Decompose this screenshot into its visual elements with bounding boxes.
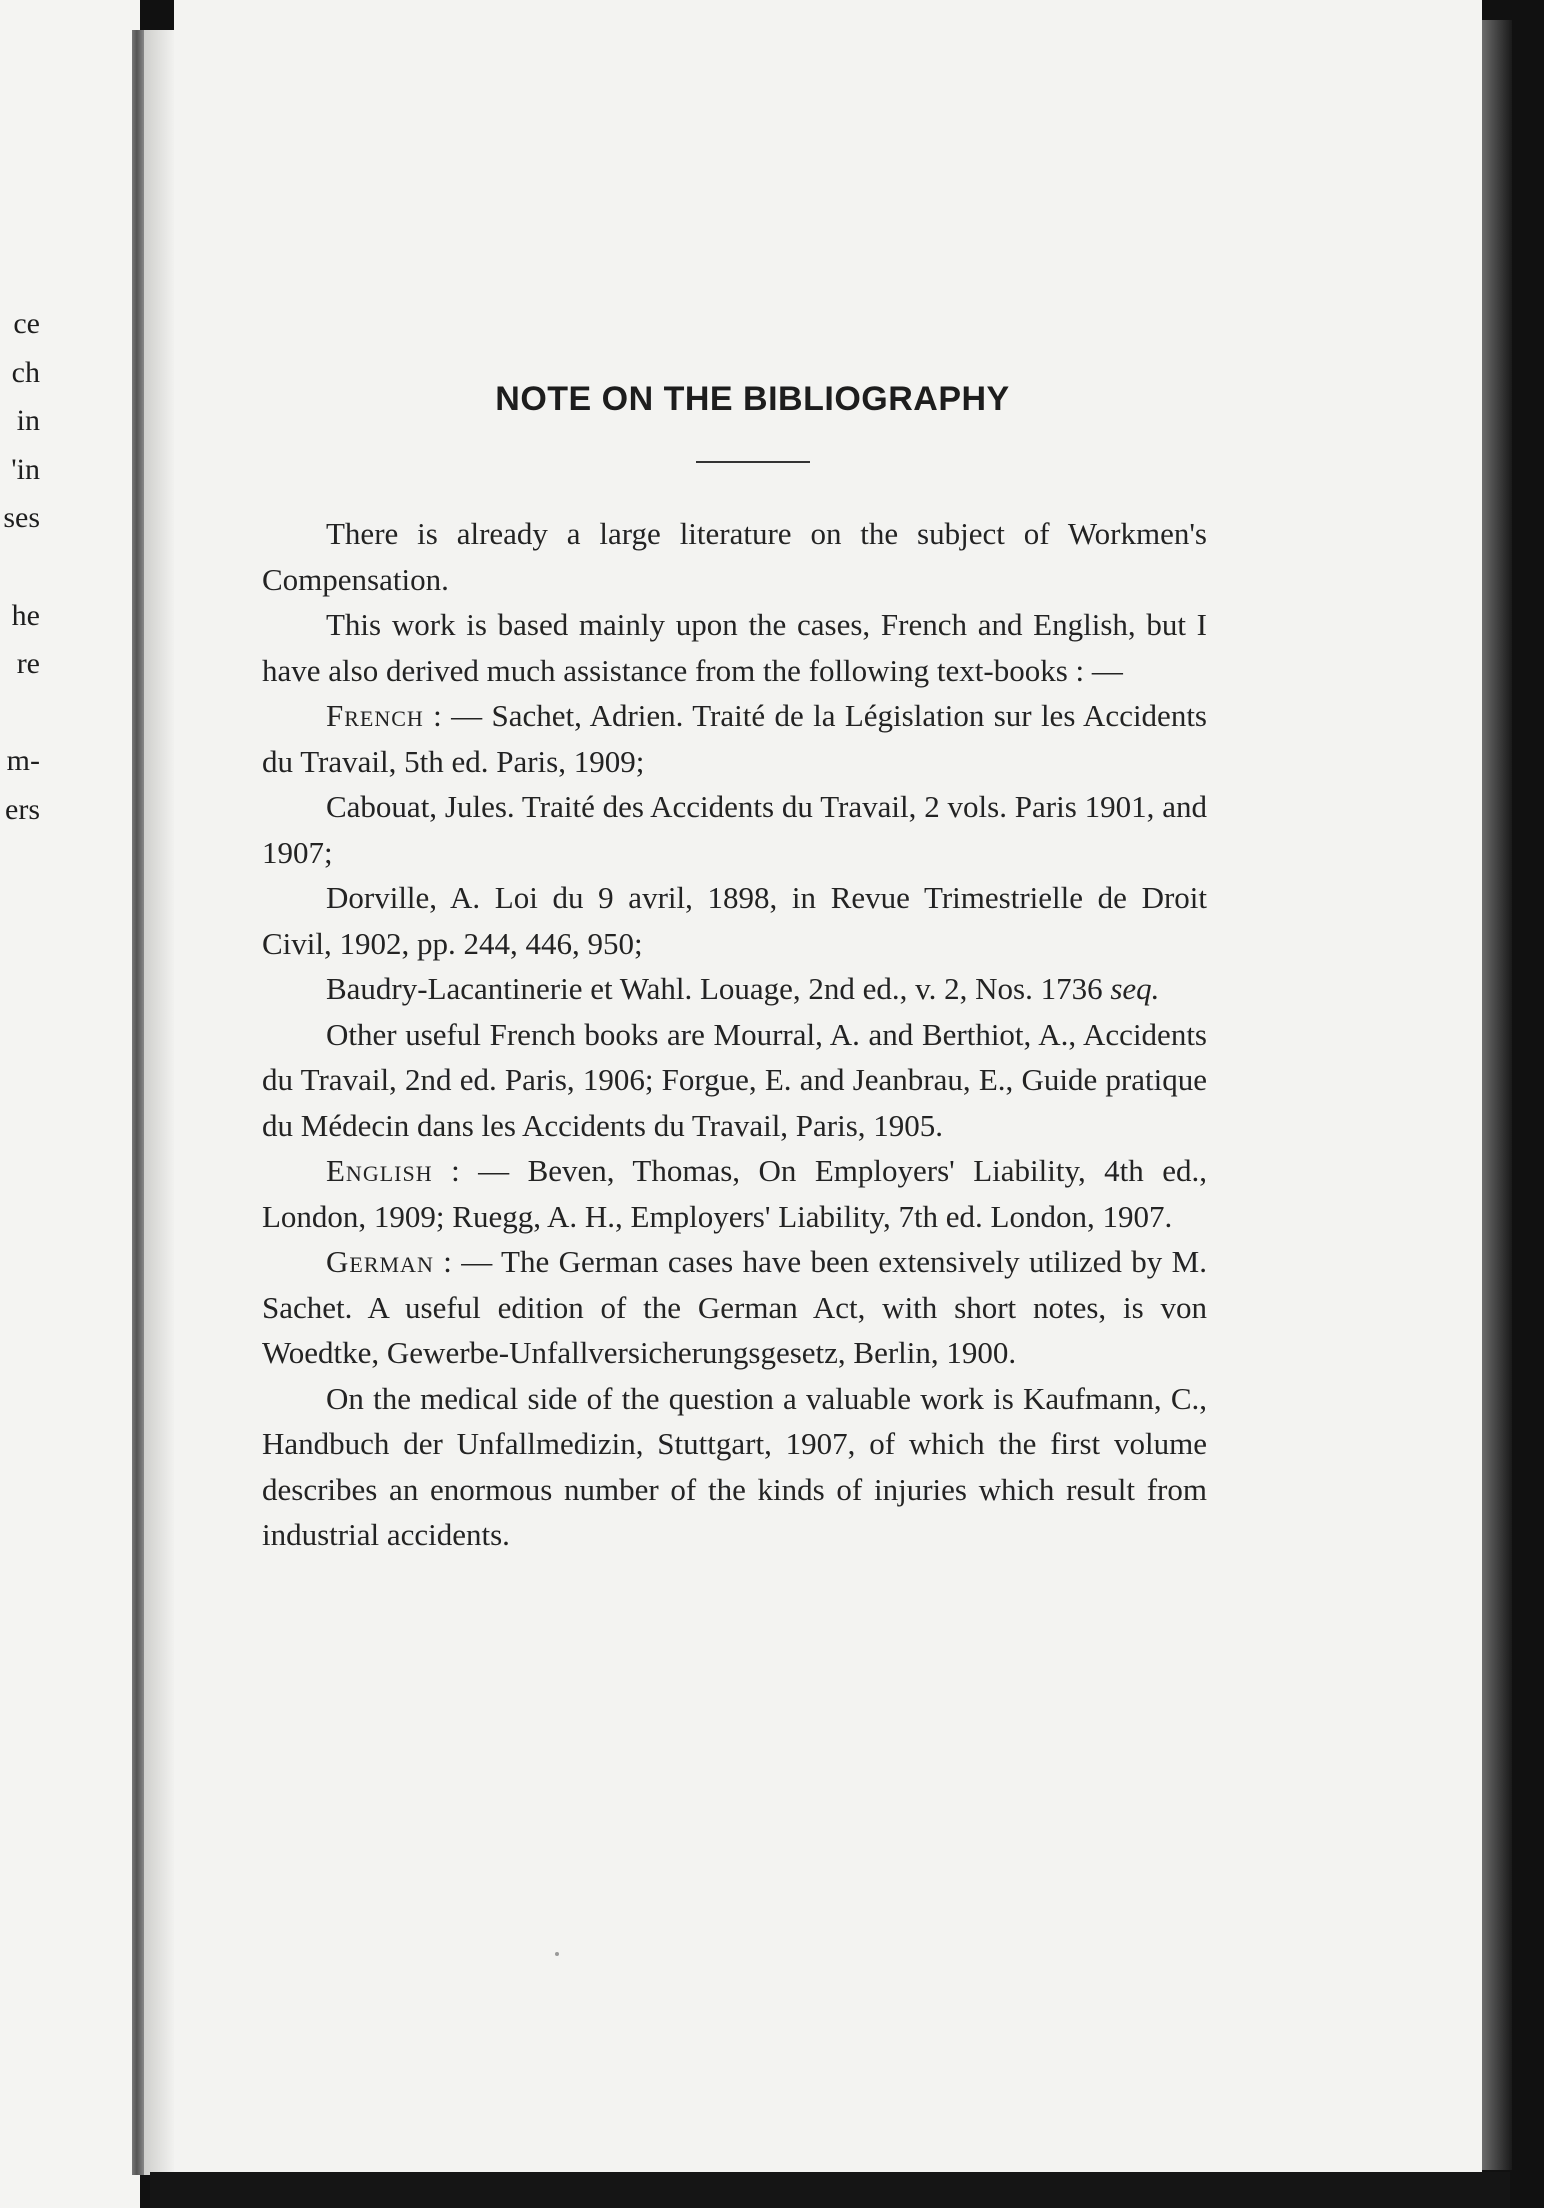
paragraph (262, 511, 1207, 602)
paragraph (262, 1012, 1207, 1149)
paragraph (262, 875, 1207, 966)
paragraph-text: Dorville, A. Loi du 9 avril, 1898, in Revue Trimestrielle de Droit Civil, 1902, pp. 244, 446, 950; (262, 880, 1207, 961)
left-fragment: ers (5, 792, 40, 826)
left-fragment: 'in (11, 452, 40, 486)
scan-bottom-border (150, 2172, 1510, 2208)
page-content (262, 380, 1207, 1558)
paragraph (262, 1148, 1207, 1239)
paragraph-text: There is already a large literature on the subject of Workmen's Compensation. (262, 516, 1207, 597)
paragraph-text: On the medical side of the question a valuable work is Kaufmann, C., Handbuch der Unfallmedizin, Stuttgart, 1907, of which the first volume describes an enormous number of the kinds of injuries which result from industrial accidents. (262, 1380, 1207, 1552)
paragraph-text: : — Sachet, Adrien. Traité de la Législation sur les Accidents du Travail, 5th ed. Paris, 1909; (262, 698, 1207, 779)
left-fragment: m- (6, 744, 40, 778)
paragraph (262, 784, 1207, 875)
section-label-french: French (326, 698, 424, 733)
left-fragment: in (16, 404, 40, 438)
paragraph (262, 693, 1207, 784)
paragraph-text: Cabouat, Jules. Traité des Accidents du Travail, 2 vols. Paris 1901, and 1907; (262, 789, 1207, 870)
paragraph-text: : — Beven, Thomas, On Employers' Liability, 4th ed., London, 1909; Ruegg, A. H., Employers' Liability, 7th ed. London, 1907. (262, 1153, 1207, 1234)
left-fragment (0, 689, 40, 738)
paragraph-text: Baudry-Lacantinerie et Wahl. Louage, 2nd ed., v. 2, Nos. 1736 (326, 971, 1111, 1006)
left-fragment: ch (11, 355, 40, 389)
paragraph-text: This work is based mainly upon the cases, French and English, but I have also derived much assistance from the following text-books : — (262, 607, 1207, 688)
paragraph (262, 1239, 1207, 1376)
page-right-edge (1482, 20, 1512, 2170)
left-facing-page (0, 0, 140, 2208)
paragraph (262, 602, 1207, 693)
left-page-text-fragments (0, 300, 40, 835)
gutter-shadow (144, 30, 174, 2175)
section-label-english: English (326, 1153, 433, 1188)
left-fragment: he (11, 598, 40, 632)
left-fragment: ses (3, 501, 40, 535)
paragraph (262, 966, 1207, 1012)
page-speck (555, 1952, 559, 1956)
left-fragment (0, 543, 40, 592)
italic-text: seq. (1110, 971, 1160, 1006)
section-label-german: German (326, 1244, 434, 1279)
book-gutter (132, 30, 144, 2175)
page-title: NOTE ON THE BIBLIOGRAPHY (495, 380, 1010, 418)
title-rule (696, 461, 810, 463)
left-fragment: ce (13, 307, 40, 340)
paragraph-text: Other useful French books are Mourral, A. and Berthiot, A., Accidents du Travail, 2nd ed. Paris, 1906; Forgue, E. and Jeanbrau, E., Guide pratique du Médecin dans les Accidents du Travail, Paris, 1905. (262, 1016, 1207, 1143)
left-fragment: re (16, 647, 40, 681)
paragraph-text: : — The German cases have been extensively utilized by M. Sachet. A useful edition of the German Act, with short notes, is von Woedtke, Gewerbe-Unfallversicherungsgesetz, Berlin, 1900. (262, 1244, 1207, 1370)
paragraph (262, 1376, 1207, 1558)
body-text (262, 511, 1207, 1558)
